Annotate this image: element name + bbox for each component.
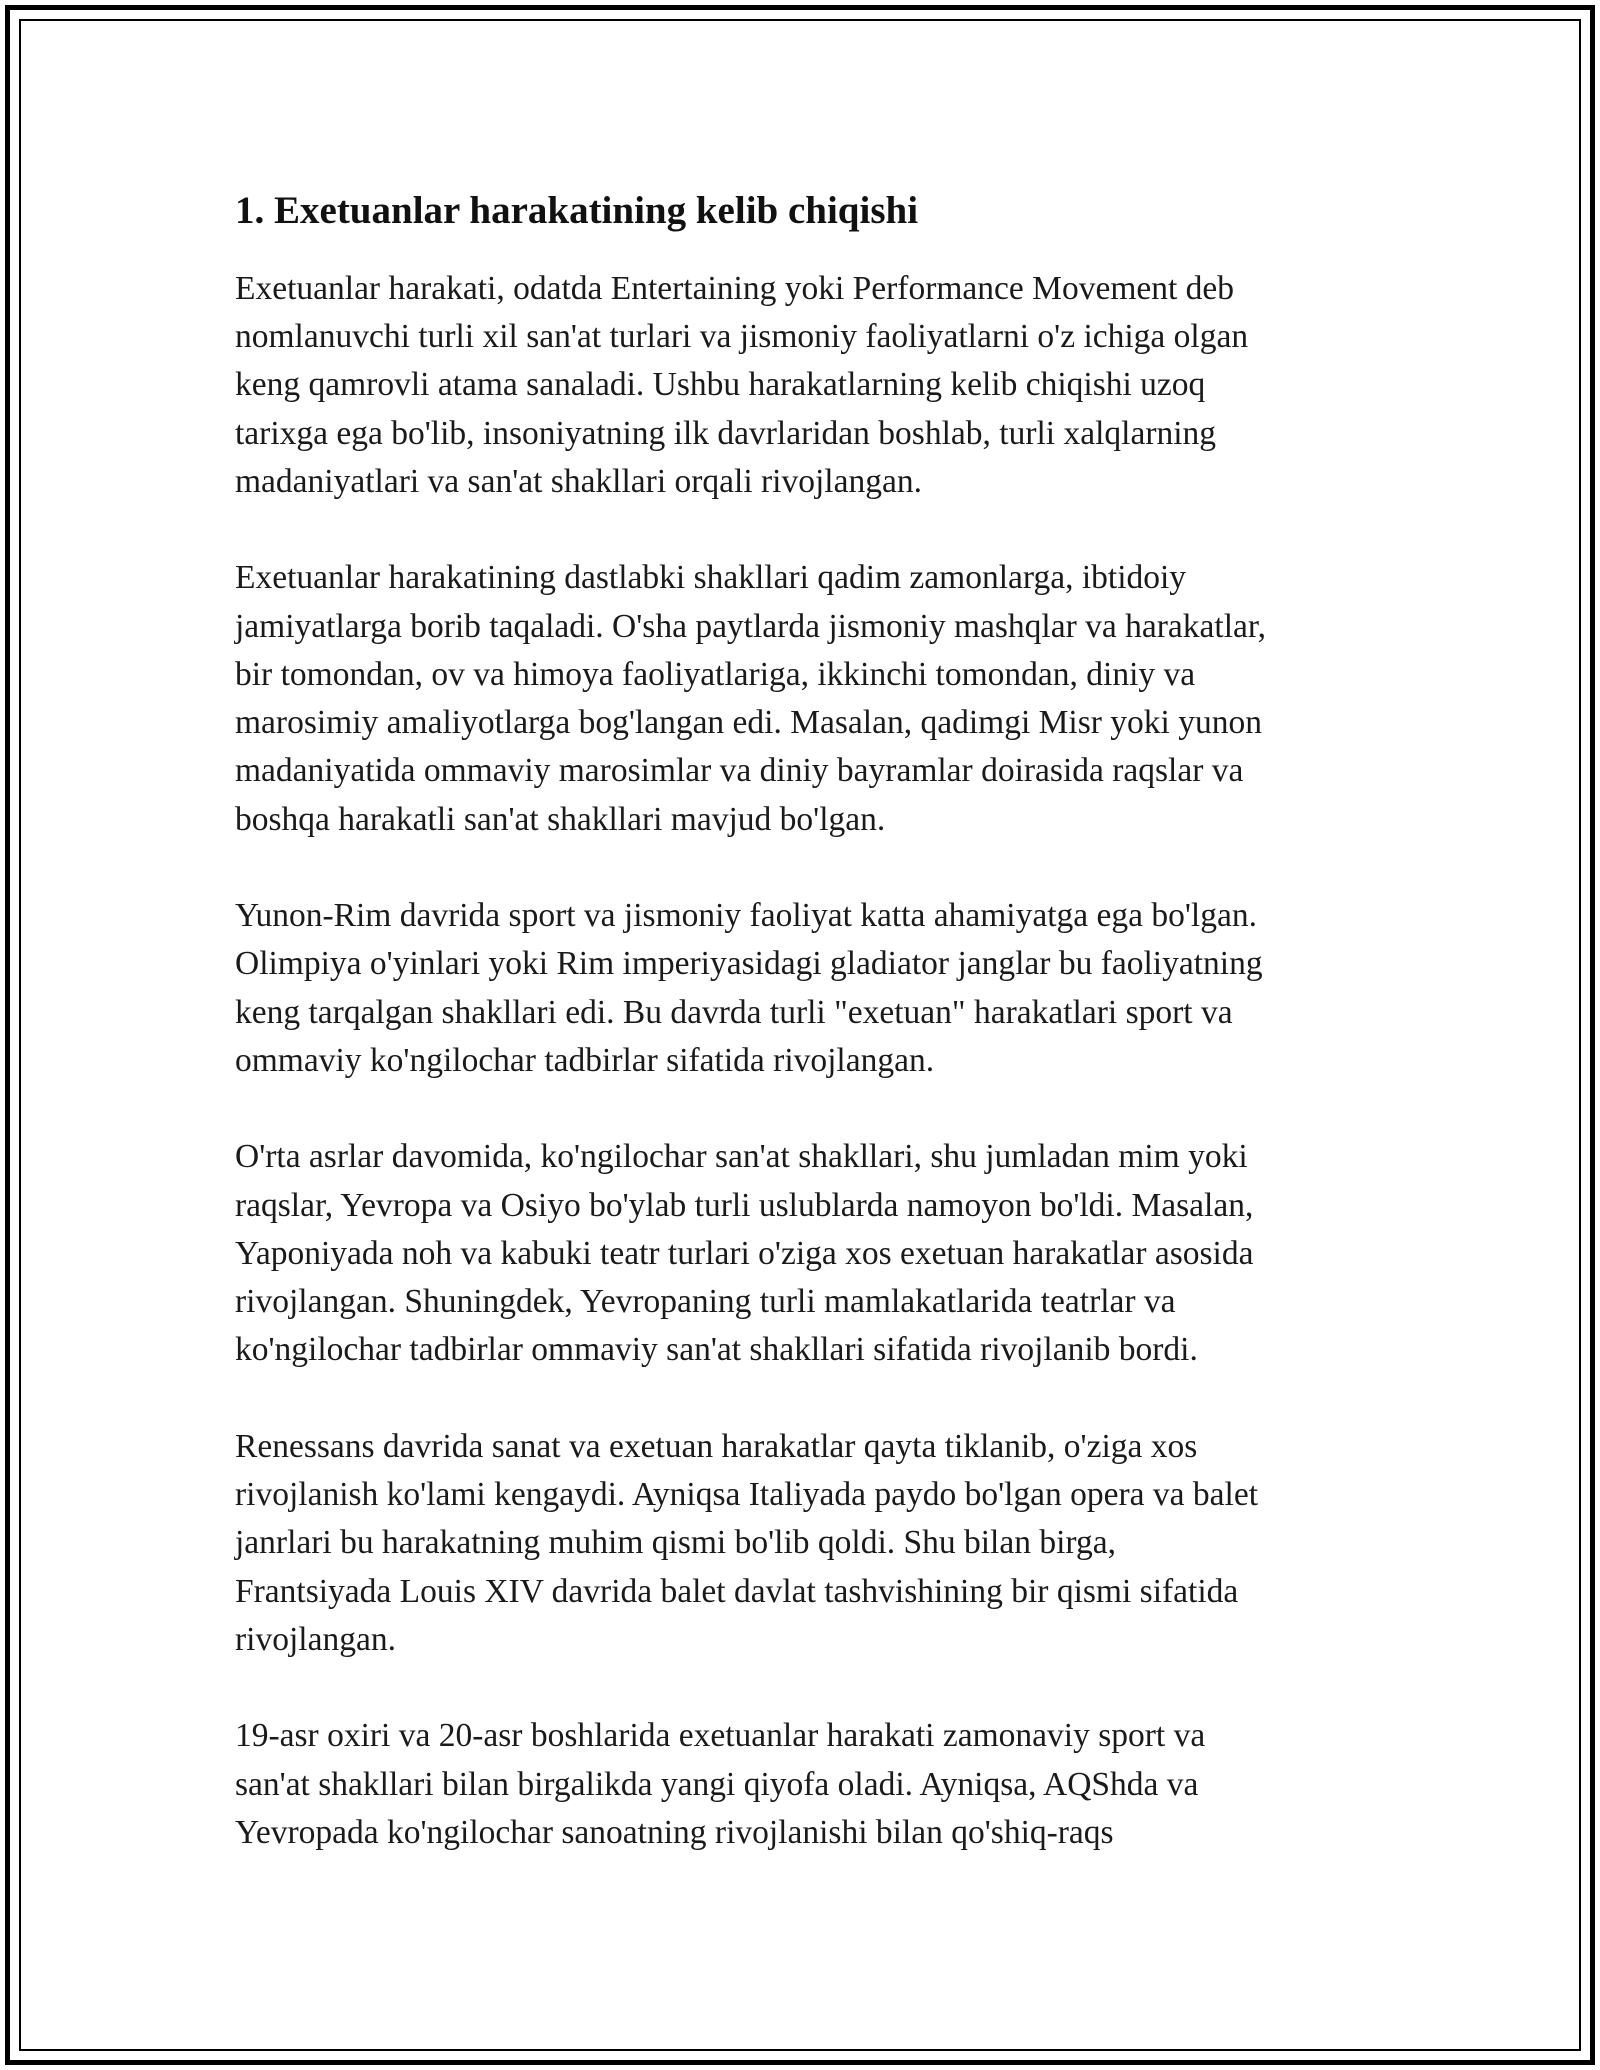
- paragraph-ancient-forms: Exetuanlar harakatining dastlabki shakllari qadim zamonlarga, ibtidoiy jamiyatlarga borib taqaladi. O'sha paytlarda jismoniy mashqlar va harakatlar, bir tomondan, ov va himoya faoliyatlariga, ikkinchi tomondan, diniy va marosimiy amaliyotlarga bog'langan edi. Masalan, qadimgi Misr yoki yunon madaniyatida ommaviy marosimlar va diniy bayramlar doirasida raqslar va boshqa harakatli san'at shakllari mavjud bo'lgan.: [235, 559, 1267, 838]
- paragraph-modern-era: 19-asr oxiri va 20-asr boshlarida exetuanlar harakati zamonaviy sport va san'at shakllari bilan birgalikda yangi qiyofa oladi. Ayniqsa, AQShda va Yevropada ko'ngilochar sanoatning rivojlanishi bilan qo'shiq-raqs: [235, 1717, 1206, 1851]
- paragraph-renaissance: Renessans davrida sanat va exetuan harakatlar qayta tiklanib, o'ziga xos rivojlanish ko'lami kengaydi. Ayniqsa Italiyada paydo bo'lgan opera va balet janrlari bu harakatning muhim qismi bo'lib qoldi. Shu bilan birga, Frantsiyada Louis XIV davrida balet davlat tashvishining bir qismi sifatida rivojlangan.: [235, 1427, 1259, 1658]
- paragraph-origins-overview: Exetuanlar harakati, odatda Entertaining yoki Performance Movement deb nomlanuvchi turli xil san'at turlari va jismoniy faoliyatlarni o'z ichiga olgan keng qamrovli atama sanaladi. Ushbu harakatlarning kelib chiqishi uzoq tarixga ega bo'lib, insoniyatning ilk davrlaridan boshlab, turli xalqlarning madaniyatlari va san'at shakllari orqali rivojlangan.: [235, 269, 1249, 500]
- paragraph-middle-ages: O'rta asrlar davomida, ko'ngilochar san'at shakllari, shu jumladan mim yoki raqslar, Yevropa va Osiyo bo'ylab turli uslublarda namoyon bo'ldi. Masalan, Yaponiyada noh va kabuki teatr turlari o'ziga xos exetuan harakatlar asosida rivojlangan. Shuningdek, Yevropaning turli mamlakatlarida teatrlar va ko'ngilochar tadbirlar ommaviy san'at shakllari sifatida rivojlanib bordi.: [235, 1138, 1254, 1369]
- paragraph-greco-roman: Yunon-Rim davrida sport va jismoniy faoliyat katta ahamiyatga ega bo'lgan. Olimpiya o'yinlari yoki Rim imperiyasidagi gladiator janglar bu faoliyatning keng tarqalgan shakllari edi. Bu davrda turli "exetuan" harakatlari sport va ommaviy ko'ngilochar tadbirlar sifatida rivojlangan.: [235, 897, 1263, 1079]
- section-heading: 1. Exetuanlar harakatining kelib chiqishi: [235, 189, 919, 232]
- document-body: [235, 175, 1395, 1857]
